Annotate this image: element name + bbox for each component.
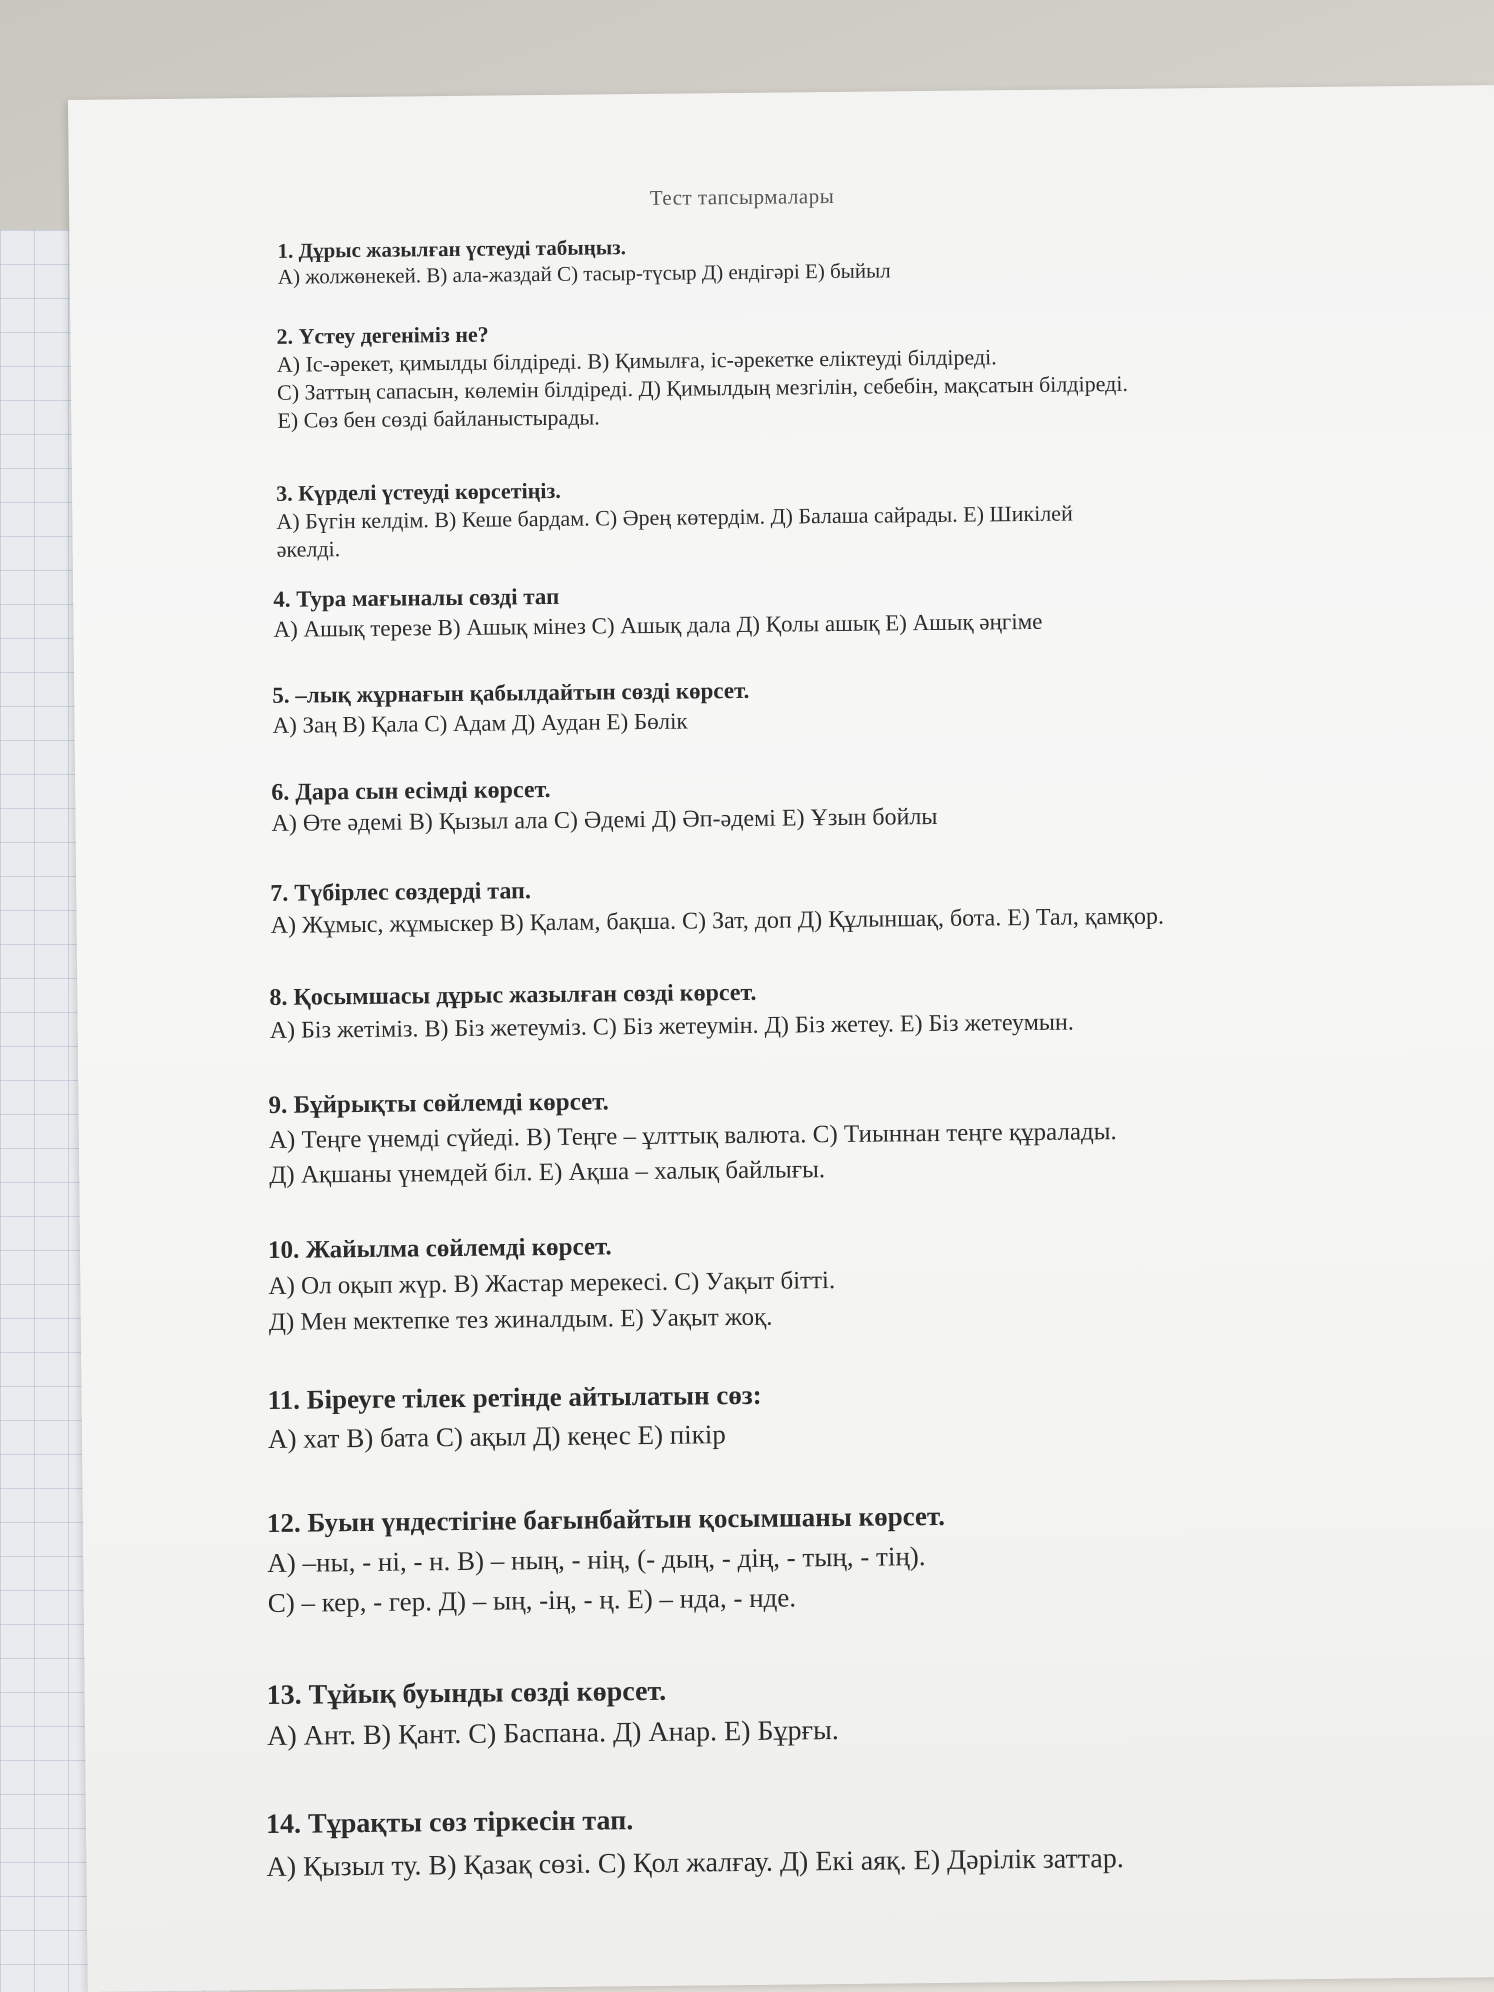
question-options: А) Заң В) Қала С) Адам Д) Аудан Е) Бөлік bbox=[272, 708, 688, 738]
question-options: А) Теңге үнемді сүйеді. В) Теңге – ұлттық валюта. С) Тиыннан теңге құралады. bbox=[268, 1118, 1117, 1154]
question-3 bbox=[276, 472, 1073, 564]
question-6 bbox=[271, 771, 938, 840]
question-5 bbox=[272, 676, 750, 741]
question-options: Е) Сөз бен сөзді байланыстырады. bbox=[277, 404, 600, 433]
question-4 bbox=[273, 577, 1042, 645]
question-12 bbox=[267, 1496, 946, 1623]
question-options: Д) Ақшаны үнемдей біл. Е) Ақша – халық байлығы. bbox=[269, 1156, 826, 1189]
question-options: А) Ант. В) Қант. С) Баспана. Д) Анар. Е) Бұрғы. bbox=[266, 1715, 839, 1753]
question-options: әкелді. bbox=[276, 536, 341, 562]
question-options: Д) Мен мектепке тез жиналдым. Е) Уақыт жоқ. bbox=[268, 1303, 773, 1336]
question-options: А) Жұмыс, жұмыскер В) Қалам, бақша. С) Зат, доп Д) Құлыншақ, бота. Е) Тал, қамқор. bbox=[270, 903, 1165, 939]
question-title: 7. Түбірлес сөздерді тап. bbox=[270, 878, 532, 907]
question-title: 3. Күрделі үстеуді көрсетіңіз. bbox=[275, 477, 561, 506]
question-options: А) Өте әдемі В) Қызыл ала С) Әдемі Д) Әп-әдемі Е) Ұзын бойлы bbox=[271, 803, 938, 837]
question-options: А) Бүгін келдім. В) Кеше бардам. С) Әрең көтердім. Д) Балаша сайрады. Е) Шикілей bbox=[276, 500, 1073, 534]
question-options: С) Заттың сапасын, көлемін білдіреді. Д) Қимылдың мезгілін, себебін, мақсатын білдіреді. bbox=[276, 370, 1129, 405]
test-sheet bbox=[68, 85, 1494, 1992]
question-title: 14. Тұрақты сөз тіркесін тап. bbox=[265, 1805, 634, 1841]
question-options: А) Қызыл ту. В) Қазақ сөзі. С) Қол жалғау. Д) Екі аяқ. Е) Дәрілік заттар. bbox=[266, 1843, 1124, 1884]
question-options: А) жолжөнекей. В) ала-жаздай С) тасыр-түсыр Д) ендігәрі Е) быйыл bbox=[277, 258, 891, 289]
question-title: 10. Жайылма сөйлемді көрсет. bbox=[267, 1233, 612, 1264]
question-options: А) Іс-әрекет, қимылды білдіреді. В) Қимылға, іс-әрекетке еліктеуді білдіреді. bbox=[276, 344, 997, 377]
question-title: 5. –лық жұрнағын қабылдайтын сөзді көрсет. bbox=[272, 677, 750, 708]
question-13 bbox=[267, 1669, 840, 1757]
question-title: 12. Буын үндестігіне бағынбайтын қосымшаны көрсет. bbox=[266, 1500, 946, 1538]
question-2 bbox=[276, 314, 1128, 435]
question-9 bbox=[268, 1079, 1117, 1193]
question-options: А) хат В) бата С) ақыл Д) кеңес Е) пікір bbox=[267, 1419, 726, 1454]
question-options: С) – кер, - гер. Д) – ың, -ің, - ң. Е) – нда, - нде. bbox=[267, 1582, 797, 1618]
question-title: 9. Бұйрықты сөйлемді көрсет. bbox=[268, 1088, 609, 1119]
question-title: 2. Үстеу дегеніміз не? bbox=[276, 321, 489, 349]
question-options: А) Біз жетіміз. В) Біз жетеуміз. С) Біз жетеумін. Д) Біз жетеу. Е) Біз жетеумын. bbox=[269, 1009, 1074, 1044]
question-title: 11. Біреуге тілек ретінде айтылатын сөз: bbox=[267, 1379, 762, 1415]
question-title: 8. Қосымшасы дұрыс жазылған сөзді көрсет. bbox=[269, 979, 757, 1011]
question-options: А) Ол оқып жүр. В) Жастар мерекесі. С) Уақыт бітті. bbox=[268, 1267, 836, 1300]
question-title: 1. Дұрыс жазылған үстеуді табыңыз. bbox=[277, 235, 626, 263]
question-1 bbox=[277, 231, 890, 289]
question-10 bbox=[268, 1227, 836, 1341]
question-7 bbox=[270, 869, 1164, 942]
page-title: Тест тапсырмалары bbox=[649, 183, 835, 210]
question-title: 13. Тұйық буынды сөзді көрсет. bbox=[266, 1675, 667, 1712]
question-options: А) –ны, - ні, - н. В) – ның, - нің, (- дың, - дің, - тың, - тің). bbox=[267, 1541, 926, 1578]
question-options: А) Ашық терезе В) Ашық мінез С) Ашық дала Д) Қолы ашық Е) Ашық әңгіме bbox=[273, 608, 1043, 642]
question-title: 6. Дара сын есімді көрсет. bbox=[271, 776, 551, 806]
question-title: 4. Тура мағыналы сөзді тап bbox=[273, 583, 560, 612]
question-11 bbox=[267, 1376, 762, 1459]
question-8 bbox=[269, 974, 1074, 1048]
question-14 bbox=[266, 1794, 1124, 1889]
